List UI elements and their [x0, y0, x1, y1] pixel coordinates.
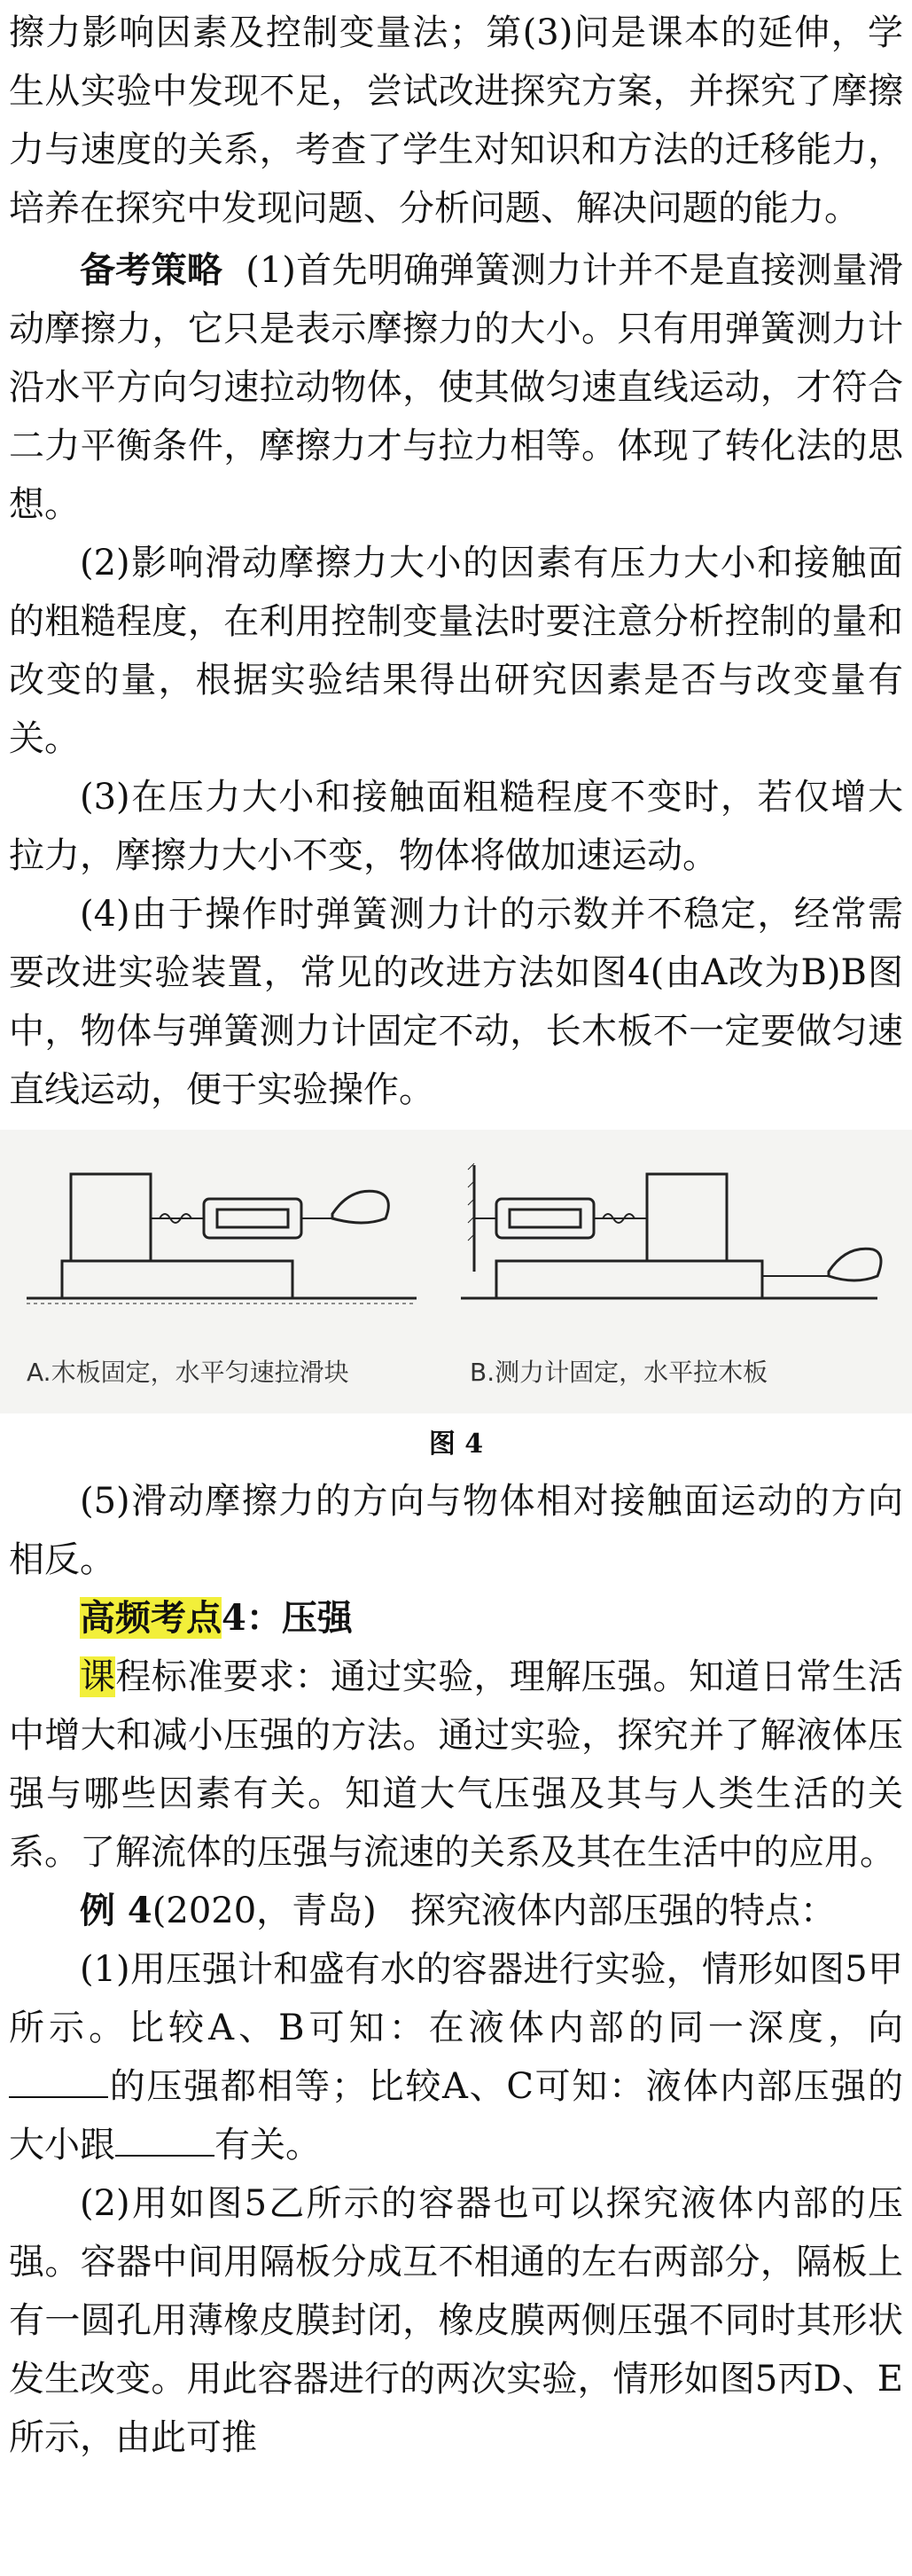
curriculum-standard	[0, 1648, 912, 1882]
intro-paragraph: 擦力影响因素及控制变量法；第(3)问是课本的延伸，学生从实验中发现不足，尝试改进探究方案，并探究了摩擦力与速度的关系，考查了学生对知识和方法的迁移能力，培养在探究中发现问题、分析问题、解决问题的能力。	[9, 12, 903, 229]
strategy-item-5: (5)滑动摩擦力的方向与物体相对接触面运动的方向相反。	[9, 1481, 903, 1580]
strategy-item-2: (2)影响滑动摩擦力大小的因素有压力大小和接触面的粗糙程度，在利用控制变量法时要注意分析控制的量和改变的量，根据实验结果得出研究因素是否与改变量有关。	[9, 543, 903, 759]
example-question-1: (1)用压强计和盛有水的容器进行实验，情形如图5甲所示。比较A、B可知：在液体内部的同一深度，向的压强都相等；比较A、C可知：液体内部压强的大小跟 有关。	[9, 1949, 903, 2165]
answer-blank-1[interactable]	[9, 2066, 108, 2098]
strategy-item-1-text: (1)首先明确弹簧测力计并不是直接测量滑动摩擦力，它只是表示摩擦力的大小。只有用弹簧测力计沿水平方向匀速拉动物体，使其做匀速直线运动，才符合二力平衡条件，摩擦力才与拉力相等。体现了转化法的思想。	[9, 250, 903, 525]
example-heading	[0, 1882, 912, 1940]
figure-4-title: 图 4	[428, 1429, 484, 1460]
strategy-heading: 备考策略	[80, 249, 223, 291]
key-point-label: 高频考点	[80, 1597, 222, 1639]
panel-b-drawing	[461, 1163, 881, 1298]
key-point-rest: 4：压强	[222, 1597, 353, 1639]
panel-a-drawing	[27, 1174, 417, 1304]
strategy-item-1	[0, 241, 912, 534]
example-source: (2020，青岛)	[152, 1891, 377, 1931]
example-question-2: (2)用如图5乙所示的容器也可以探究液体内部的压强。容器中间用隔板分成互不相通的左右两部分，隔板上有一圆孔用薄橡皮膜封闭，橡皮膜两侧压强不同时其形状发生改变。用此容器进行的两次实验，情形如图5丙D、E所示，由此可推	[9, 2183, 903, 2458]
strategy-item-3: (3)在压力大小和接触面粗糙程度不变时，若仅增大拉力，摩擦力大小不变，物体将做加速运动。	[9, 777, 903, 876]
curriculum-text: 程标准要求：通过实验，理解压强。知道日常生活中增大和减小压强的方法。通过实验，探究并了解液体压强与哪些因素有关。知道大气压强及其与人类生活的关系。了解流体的压强与流速的关系及其在生活中的应用。	[9, 1656, 904, 1873]
strategy-item-4: (4)由于操作时弹簧测力计的示数并不稳定，经常需要改进实验装置，常见的改进方法如图4(由A改为B)B图中，物体与弹簧测力计固定不动，长木板不一定要做匀速直线运动，便于实验操作。	[9, 894, 903, 1110]
key-point-heading	[0, 1589, 912, 1648]
figure-4-caption-b: B.测力计固定，水平拉木板	[470, 1358, 768, 1387]
figure-4	[0, 1130, 912, 1413]
answer-blank-2[interactable]	[115, 2125, 214, 2157]
figure-4-caption-a: A.木板固定，水平匀速拉滑块	[27, 1358, 349, 1387]
example-title: 探究液体内部压强的特点：	[409, 1891, 836, 1931]
example-label: 例 4	[80, 1890, 152, 1931]
curriculum-first-char: 课	[80, 1656, 116, 1697]
